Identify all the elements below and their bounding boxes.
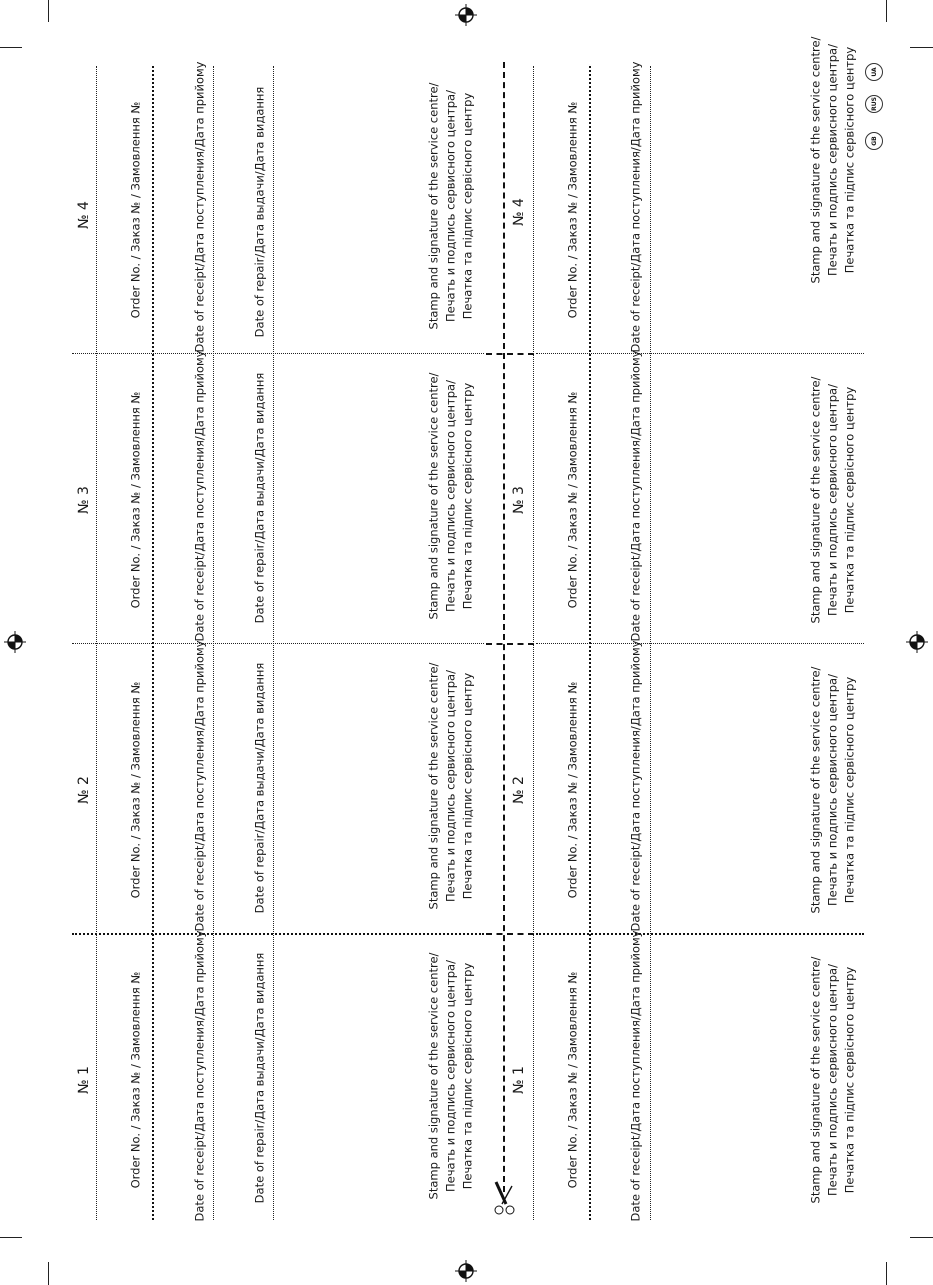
cut-line <box>486 933 534 935</box>
cut-line <box>486 643 534 645</box>
divider-line <box>536 643 864 644</box>
order-number-label: Order No. / Заказ № / Замовлення № <box>565 101 580 319</box>
divider-line <box>536 933 864 935</box>
scissors-icon <box>490 1180 520 1218</box>
order-number-label: Order No. / Заказ № / Замовлення № <box>128 681 143 899</box>
order-number-label: Order No. / Заказ № / Замовлення № <box>128 391 143 609</box>
coupon-number: № 2 <box>76 776 92 804</box>
repair-date-label: Date of repair/Дата выдачи/Дата видання <box>252 662 267 914</box>
repair-date-label: Date of repair/Дата выдачи/Дата видання <box>252 372 267 624</box>
receipt-date-label: Date of receipt/Дата поступления/Дата прийому <box>192 930 207 1222</box>
crop-mark <box>0 1237 22 1238</box>
crop-mark <box>0 47 22 48</box>
order-number-label: Order No. / Заказ № / Замовлення № <box>565 971 580 1189</box>
crop-mark <box>910 1237 933 1238</box>
stamp-signature-label: Stamp and signature of the service centre/ Печать и подпись сервисного центра/ Печатка та підпис сервісного центру <box>426 82 475 330</box>
coupon-number: № 1 <box>511 1066 527 1094</box>
column-divider <box>650 66 651 1220</box>
registration-mark-icon <box>455 4 477 26</box>
registration-mark-icon <box>455 1260 477 1282</box>
cut-line <box>503 62 505 1192</box>
stamp-signature-label: Stamp and signature of the service centre/ Печать и подпись сервисного центра/ Печатка та підпис сервісного центру <box>426 662 475 910</box>
divider-line <box>72 353 484 354</box>
receipt-date-label: Date of receipt/Дата поступления/Дата прийому <box>192 350 207 642</box>
repair-date-label: Date of repair/Дата выдачи/Дата видання <box>252 86 267 338</box>
coupon-number: № 3 <box>511 486 527 514</box>
divider-line <box>72 643 484 644</box>
divider-line <box>72 933 484 935</box>
stamp-signature-label: Stamp and signature of the service centre/ Печать и подпись сервисного центра/ Печатка та підпис сервісного центру <box>426 372 475 620</box>
stamp-signature-label: Stamp and signature of the service centre/ Печать и подпись сервисного центра/ Печатка та підпис сервісного центру <box>426 952 475 1200</box>
crop-mark <box>886 1262 887 1285</box>
receipt-date-label: Date of receipt/Дата поступления/Дата прийому <box>192 640 207 932</box>
coupon-number: № 3 <box>76 486 92 514</box>
order-number-label: Order No. / Заказ № / Замовлення № <box>128 101 143 319</box>
crop-mark <box>910 47 933 48</box>
language-badge-ua: UA <box>865 63 883 81</box>
language-badge-rus: RUS <box>865 95 883 113</box>
divider-line <box>536 353 864 354</box>
order-number-label: Order No. / Заказ № / Замовлення № <box>565 681 580 899</box>
coupon-number: № 1 <box>76 1066 92 1094</box>
crop-mark <box>48 0 49 22</box>
receipt-date-label: Date of receipt/Дата поступления/Дата прийому <box>192 61 207 353</box>
stamp-signature-label: Stamp and signature of the service centre/ Печать и подпись сервисного центра/ Печатка та підпис сервісного центру <box>808 376 857 624</box>
column-divider <box>273 66 274 1220</box>
receipt-date-label: Date of receipt/Дата поступления/Дата прийому <box>628 640 643 932</box>
coupon-number: № 4 <box>511 198 527 226</box>
coupon-number: № 4 <box>76 201 92 229</box>
stamp-signature-label: Stamp and signature of the service centre/ Печать и подпись сервисного центра/ Печатка та підпис сервісного центру <box>808 666 857 914</box>
crop-mark <box>886 0 887 22</box>
column-divider <box>213 66 214 1220</box>
receipt-date-label: Date of receipt/Дата поступления/Дата прийому <box>628 930 643 1222</box>
order-number-label: Order No. / Заказ № / Замовлення № <box>565 391 580 609</box>
column-divider <box>589 66 591 1220</box>
order-number-label: Order No. / Заказ № / Замовлення № <box>128 971 143 1189</box>
receipt-date-label: Date of receipt/Дата поступления/Дата прийому <box>628 61 643 353</box>
column-divider <box>96 66 97 1220</box>
cut-line <box>486 353 534 355</box>
stamp-signature-label: Stamp and signature of the service centre/ Печать и подпись сервисного центра/ Печатка та підпис сервісного центру <box>808 36 857 284</box>
repair-date-label: Date of repair/Дата выдачи/Дата видання <box>252 952 267 1204</box>
coupon-number: № 2 <box>511 776 527 804</box>
registration-mark-icon <box>4 631 26 653</box>
column-divider <box>152 66 154 1220</box>
stamp-signature-label: Stamp and signature of the service centre/ Печать и подпись сервисного центра/ Печатка та підпис сервісного центру <box>808 956 857 1204</box>
column-divider <box>533 66 534 1220</box>
language-badge-gb: GB <box>865 132 883 150</box>
receipt-date-label: Date of receipt/Дата поступления/Дата прийому <box>628 350 643 642</box>
crop-mark <box>48 1262 49 1285</box>
registration-mark-icon <box>906 631 928 653</box>
